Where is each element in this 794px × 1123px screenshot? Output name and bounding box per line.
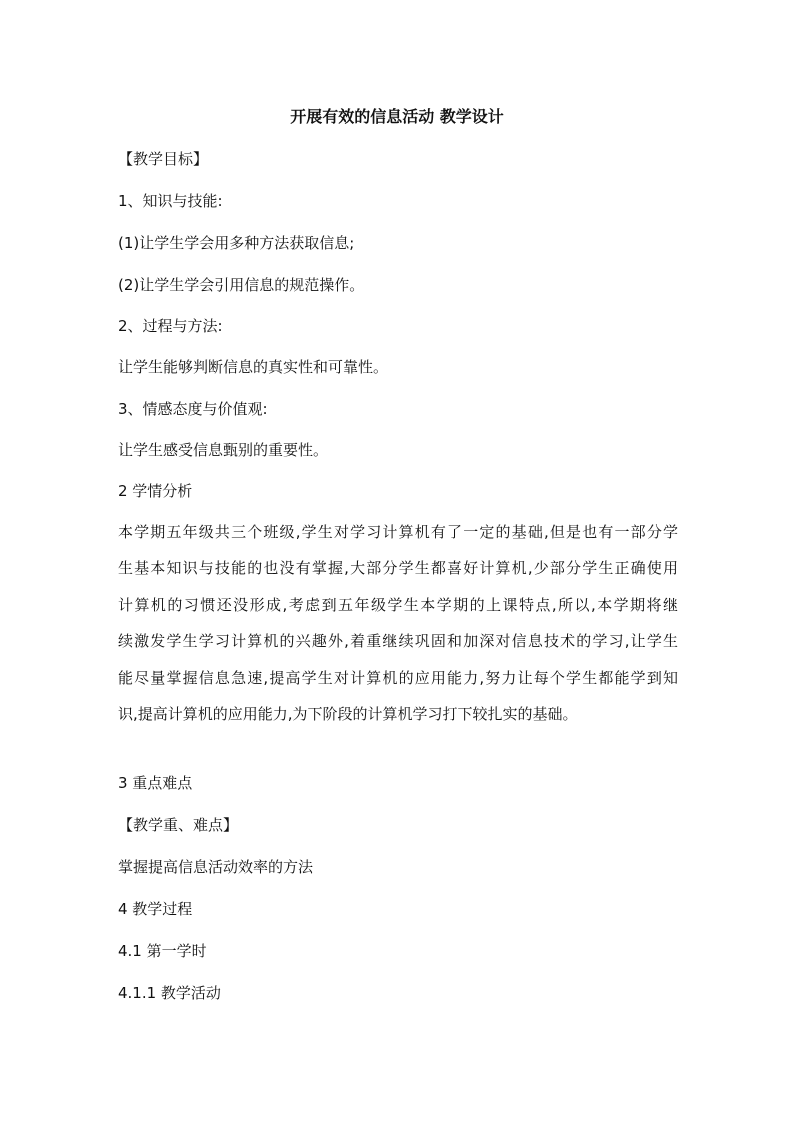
section-4-1: 4.1 第一学时 (118, 942, 207, 960)
analysis-line: 计算机的习惯还没形成,考虑到五年级学生本学期的上课特点,所以,本学期将继 (118, 595, 678, 614)
analysis-line: 续激发学生学习计算机的兴趣外,着重继续巩固和加深对信息技术的学习,让学生 (118, 632, 678, 651)
section-2-heading: 2 学情分析 (118, 482, 193, 500)
analysis-line: 本学期五年级共三个班级,学生对学习计算机有了一定的基础,但是也有一部分学 (118, 523, 678, 541)
analysis-line: 能尽量掌握信息急速,提高学生对计算机的应用能力,努力让每个学生都能学到知 (118, 668, 678, 687)
section-4-1-1: 4.1.1 教学活动 (118, 984, 221, 1002)
key-points-text: 掌握提高信息活动效率的方法 (118, 858, 314, 876)
analysis-line: 识,提高计算机的应用能力,为下阶段的计算机学习打下较扎实的基础。 (118, 704, 578, 723)
item-1-2: (2)让学生学会引用信息的规范操作。 (118, 276, 365, 294)
item-2-text: 让学生能够判断信息的真实性和可靠性。 (118, 358, 389, 376)
item-3-text: 让学生感受信息甄别的重要性。 (118, 441, 329, 459)
item-1-1: (1)让学生学会用多种方法获取信息; (118, 234, 355, 252)
key-points-label: 【教学重、难点】 (118, 816, 239, 834)
item-1-heading: 1、知识与技能: (118, 192, 223, 210)
item-3-heading: 3、情感态度与价值观: (118, 400, 268, 418)
analysis-line: 生基本知识与技能的也没有掌握,大部分学生都喜好计算机,少部分学生正确使用 (118, 559, 678, 578)
section-teaching-goals: 【教学目标】 (118, 150, 209, 168)
document-title: 开展有效的信息活动 教学设计 (290, 107, 504, 126)
analysis-paragraph (118, 521, 678, 739)
section-3-heading: 3 重点难点 (118, 774, 193, 792)
item-2-heading: 2、过程与方法: (118, 317, 223, 335)
section-4-heading: 4 教学过程 (118, 900, 193, 918)
